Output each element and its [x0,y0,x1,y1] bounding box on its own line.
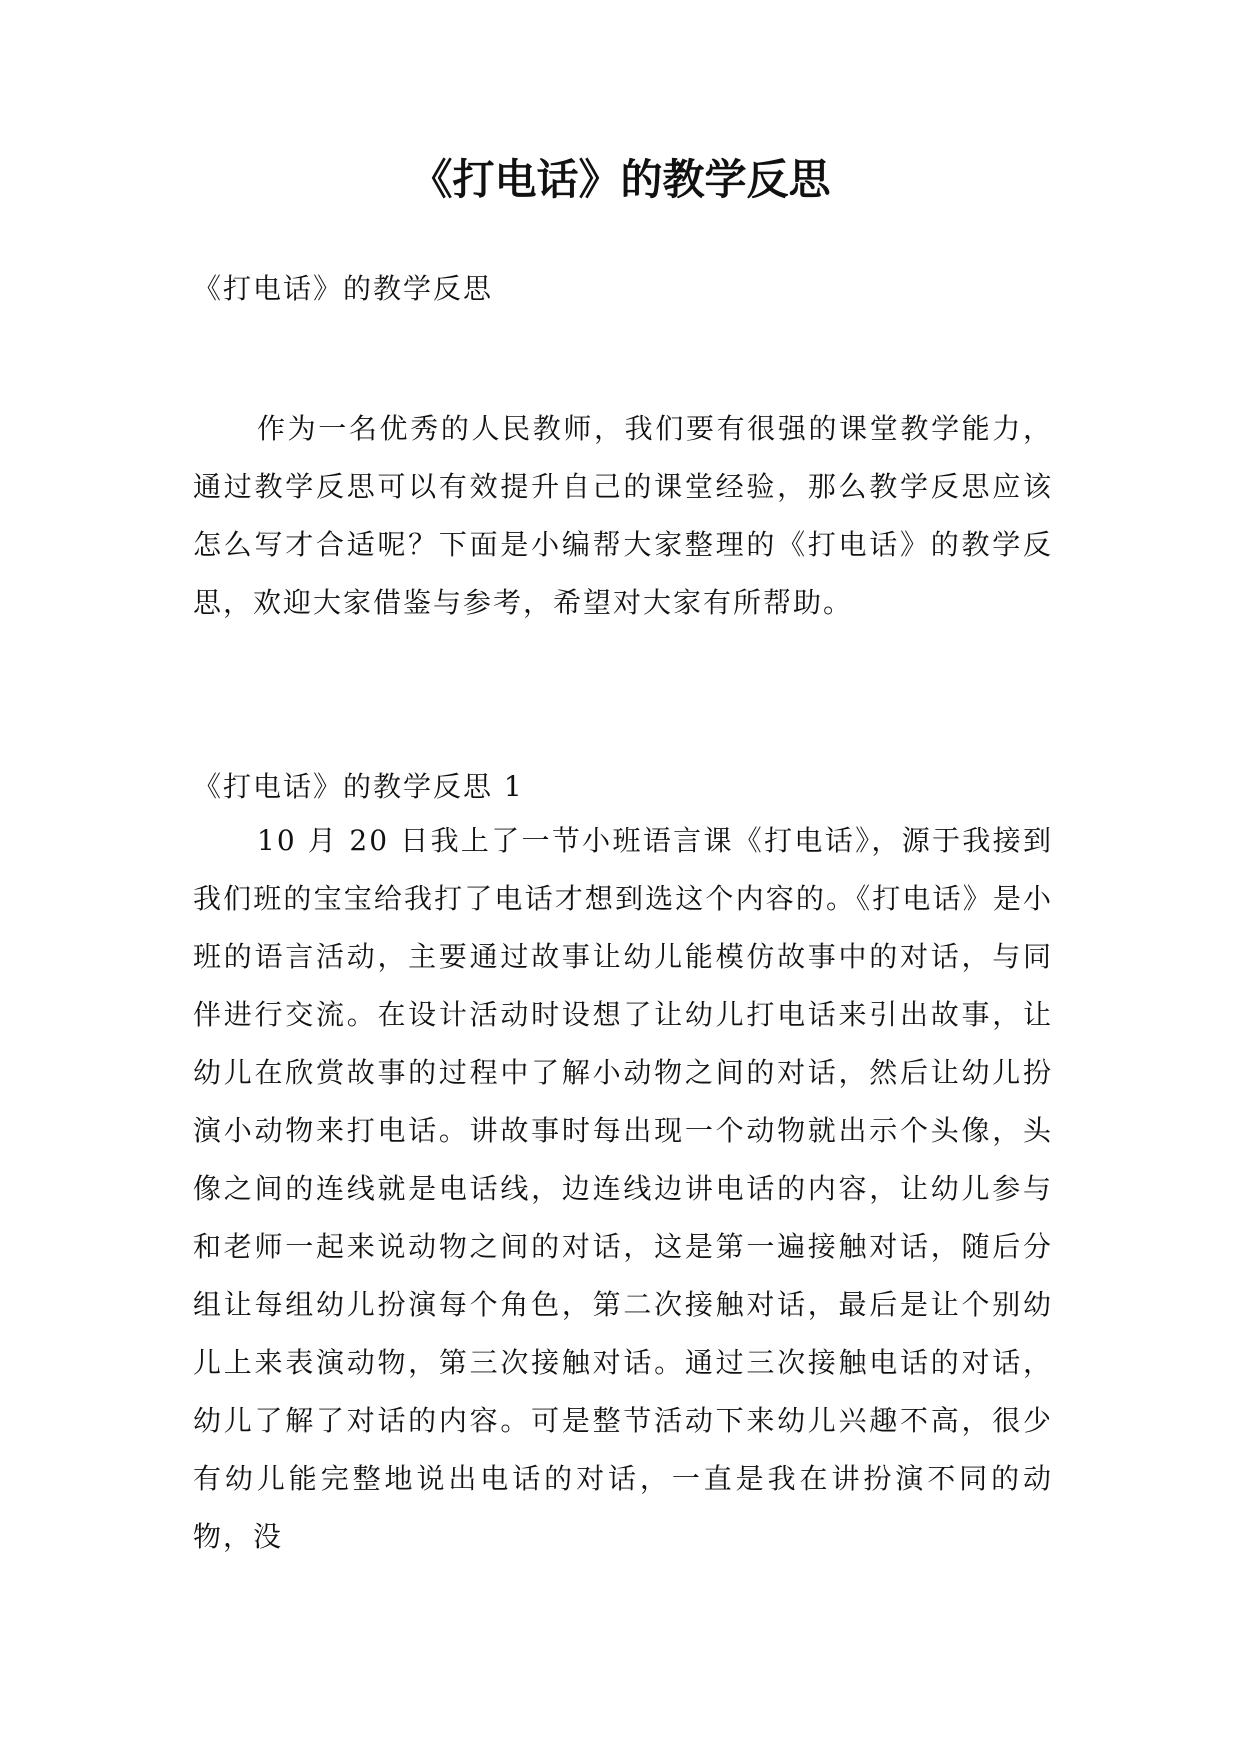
section-body-paragraph: 10 月 20 日我上了一节小班语言课《打电话》，源于我接到我们班的宝宝给我打了电话才想到选这个内容的。《打电话》是小班的语言活动，主要通过故事让幼儿能模仿故事中的对话，与同伴进行交流。在设计活动时设想了让幼儿打电话来引出故事，让幼儿在欣赏故事的过程中了解小动物之间的对话，然后让幼儿扮演小动物来打电话。讲故事时每出现一个动物就出示个头像，头像之间的连线就是电话线，边连线边讲电话的内容，让幼儿参与和老师一起来说动物之间的对话，这是第一遍接触对话，随后分组让每组幼儿扮演每个角色，第二次接触对话，最后是让个别幼儿上来表演动物，第三次接触对话。通过三次接触电话的对话，幼儿了解了对话的内容。可是整节活动下来幼儿兴趣不高，很少有幼儿能完整地说出电话的对话，一直是我在讲扮演不同的动物，没 [193,824,1053,1553]
section-heading: 《打电话》的教学反思 1 [193,770,524,803]
intro-paragraph: 作为一名优秀的人民教师，我们要有很强的课堂教学能力，通过教学反思可以有效提升自己的课堂经验，那么教学反思应该怎么写才合适呢？下面是小编帮大家整理的《打电话》的教学反思，欢迎大家借鉴与参考，希望对大家有所帮助。 [193,412,1053,619]
document-subtitle: 《打电话》的教学反思 [193,272,494,305]
document-title: 《打电话》的教学反思 [410,155,831,204]
